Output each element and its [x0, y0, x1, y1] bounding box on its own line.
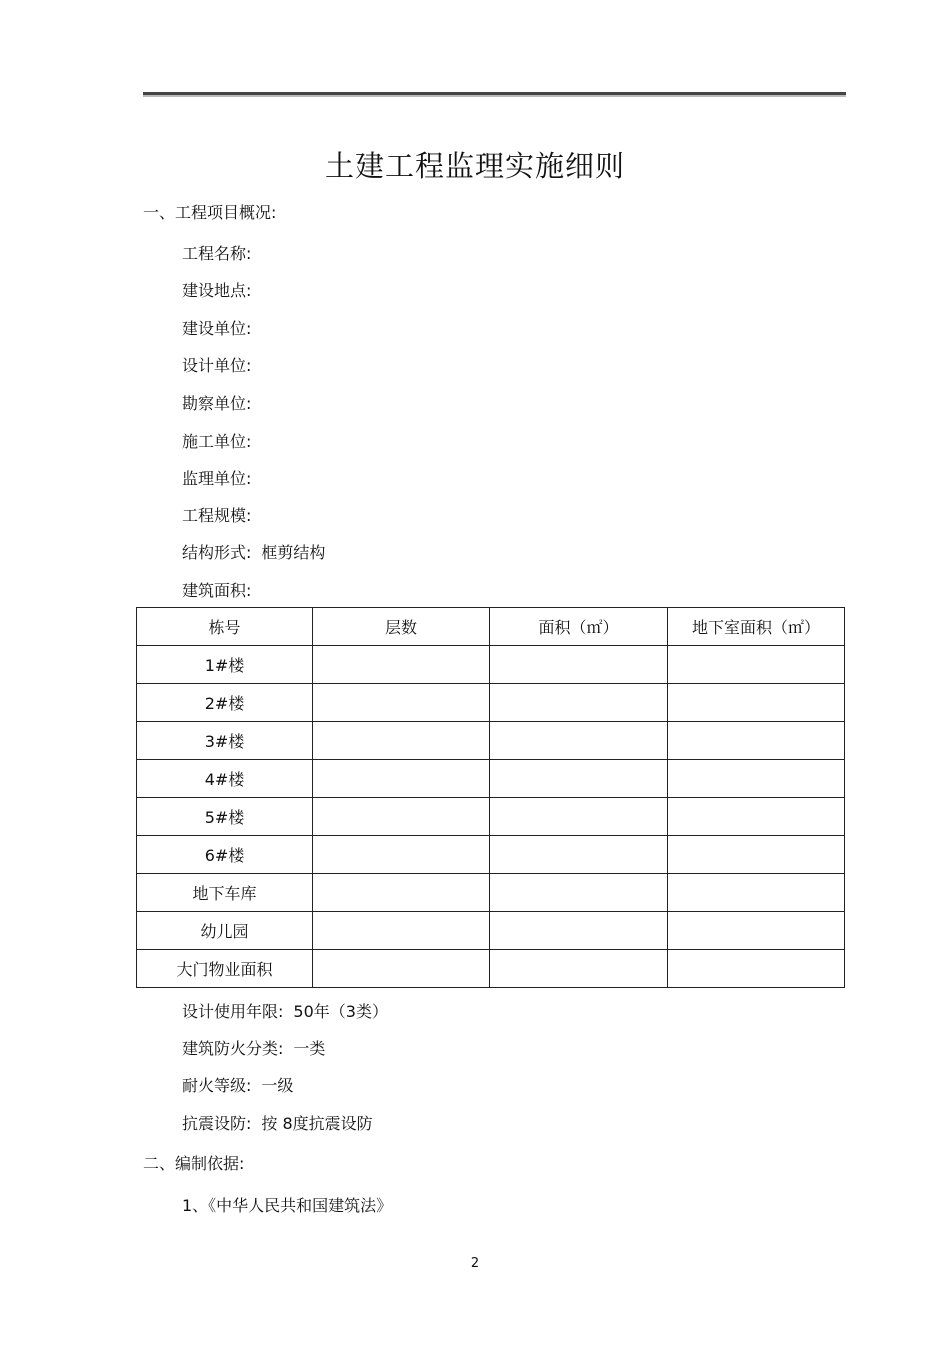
field-value: 一级 [261, 1076, 294, 1095]
table-cell [668, 646, 845, 684]
field-survey [182, 391, 261, 414]
field-owner [182, 316, 261, 339]
field-project-name [182, 241, 261, 264]
table-row [137, 684, 845, 722]
table-row [137, 798, 845, 836]
field-label: 结构形式: [182, 543, 252, 562]
field-seismic [182, 1111, 373, 1134]
document-title: 土建工程监理实施细则 [324, 149, 625, 183]
table-cell: 3#楼 [137, 722, 313, 760]
field-designer [182, 353, 261, 376]
table-row [137, 722, 845, 760]
table-cell [313, 798, 490, 836]
column-header: 层数 [313, 608, 490, 646]
field-service-life [182, 999, 388, 1022]
table-cell [668, 836, 845, 874]
field-label: 工程规模: [182, 506, 252, 525]
table-cell [490, 950, 668, 988]
table-cell: 6#楼 [137, 836, 313, 874]
page-number: 2 [470, 1256, 480, 1271]
table-cell [490, 760, 668, 798]
table-row [137, 874, 845, 912]
field-label: 建筑防火分类: [182, 1039, 284, 1058]
table-cell: 大门物业面积 [137, 950, 313, 988]
table-cell: 2#楼 [137, 684, 313, 722]
table-row [137, 950, 845, 988]
column-header: 栋号 [137, 608, 313, 646]
table-cell [490, 722, 668, 760]
field-structure [182, 540, 325, 563]
table-cell [668, 874, 845, 912]
field-area [182, 578, 261, 601]
field-location [182, 278, 261, 301]
field-label: 工程名称: [182, 244, 252, 263]
table-row [137, 760, 845, 798]
section-2-heading: 二、编制依据: [143, 1154, 245, 1173]
table-cell: 地下车库 [137, 874, 313, 912]
table-cell [313, 684, 490, 722]
table-cell [668, 950, 845, 988]
table-cell [313, 874, 490, 912]
table-cell: 幼儿园 [137, 912, 313, 950]
field-fire-class [182, 1036, 325, 1059]
table-cell [668, 760, 845, 798]
field-value: 按 8度抗震设防 [261, 1114, 373, 1133]
table-cell [313, 760, 490, 798]
table-cell [313, 722, 490, 760]
field-label: 抗震设防: [182, 1114, 252, 1133]
table-cell [668, 798, 845, 836]
field-label: 监理单位: [182, 469, 252, 488]
column-header: 面积（㎡） [490, 608, 668, 646]
table-cell [313, 646, 490, 684]
table-cell [490, 874, 668, 912]
table-cell [313, 950, 490, 988]
table-cell [490, 798, 668, 836]
field-label: 设计使用年限: [182, 1002, 284, 1021]
field-supervisor [182, 466, 261, 489]
column-header: 地下室面积（㎡） [668, 608, 845, 646]
table-cell [313, 836, 490, 874]
field-label: 建筑面积: [182, 581, 252, 600]
table-cell [490, 912, 668, 950]
field-value: 50年（3类） [293, 1002, 388, 1021]
table-header-row [137, 608, 845, 646]
table-cell [668, 722, 845, 760]
field-label: 建设单位: [182, 319, 252, 338]
field-label: 建设地点: [182, 281, 252, 300]
field-scale [182, 503, 261, 526]
section-1-heading: 一、工程项目概况: [143, 203, 277, 222]
field-value: 框剪结构 [261, 543, 326, 562]
field-label: 设计单位: [182, 356, 252, 375]
table-row [137, 836, 845, 874]
table-cell: 1#楼 [137, 646, 313, 684]
table-cell [490, 684, 668, 722]
table-cell [490, 646, 668, 684]
table-cell [490, 836, 668, 874]
field-fire-rating [182, 1073, 293, 1096]
header-rule [143, 92, 846, 95]
field-label: 耐火等级: [182, 1076, 252, 1095]
table-cell [313, 912, 490, 950]
table-cell [668, 912, 845, 950]
table-cell: 5#楼 [137, 798, 313, 836]
basis-item: 1、《中华人民共和国建筑法》 [182, 1196, 393, 1215]
field-value: 一类 [293, 1039, 326, 1058]
table-cell: 4#楼 [137, 760, 313, 798]
field-contractor [182, 429, 261, 452]
table-row [137, 912, 845, 950]
field-label: 施工单位: [182, 432, 252, 451]
field-label: 勘察单位: [182, 394, 252, 413]
table-row [137, 646, 845, 684]
building-area-table [136, 607, 845, 988]
table-cell [668, 684, 845, 722]
